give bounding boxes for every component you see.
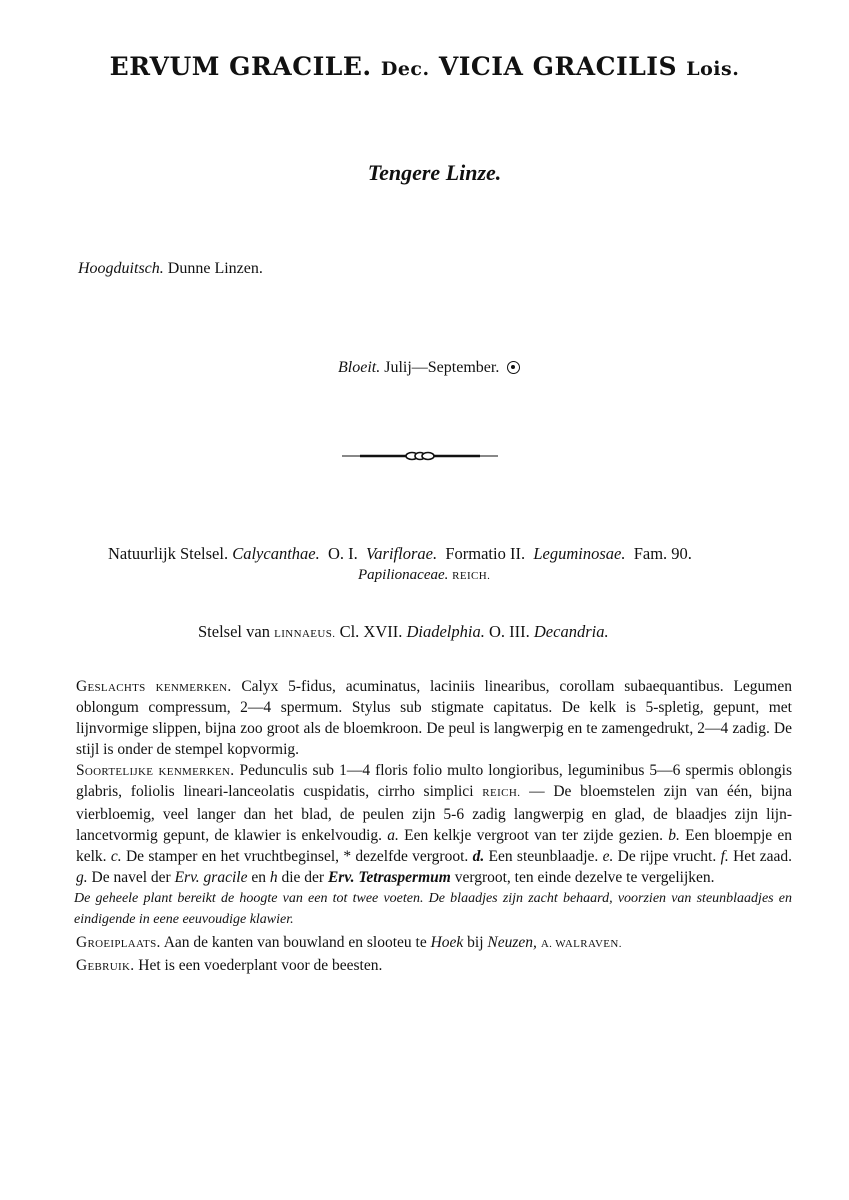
habitat-lead: Groeiplaats. [76, 934, 161, 951]
figure-h-text: die der [281, 869, 325, 886]
habitat-bij: bij [467, 934, 484, 951]
natural-subfamily: Papilionaceae. [358, 567, 449, 583]
natural-formatio-name: Leguminosae. [533, 544, 626, 563]
flowering-line [338, 359, 520, 377]
figure-d-text: Een steunblaadje. [488, 848, 599, 865]
natural-system-line-2 [358, 567, 490, 584]
species-lead: Soortelijke kenmerken. [76, 762, 235, 779]
figure-e-label: e. [602, 848, 614, 865]
figure-h-label: h [269, 869, 278, 886]
figure-a-label: a. [387, 827, 399, 844]
linnaeus-order-name: Decandria. [533, 622, 609, 641]
genus-lead: Geslachts kenmerken. [76, 678, 232, 695]
title-author-2: Lois. [686, 58, 740, 80]
note-text-2: voorzien van steunblaadjes en eindigende in eene eeuvoudige klawier. [74, 891, 793, 927]
habitat-place-1: Hoek [430, 934, 464, 951]
linnaeus-class: Cl. XVII. [339, 622, 403, 641]
natural-order: O. I. [327, 544, 358, 563]
figure-f-text: Het zaad. [733, 848, 793, 865]
erv-tetraspermum: Erv. Tetraspermum [327, 869, 451, 886]
figure-a-text: Een kelkje vergroot van ter zijde gezien. [404, 827, 663, 844]
common-name-line [78, 260, 263, 278]
linnaeus-label: Stelsel van [198, 622, 270, 641]
natural-author: REICH. [452, 570, 491, 582]
flowering-period: Julij—September. [384, 359, 500, 376]
flowering-label: Bloeit. [338, 359, 381, 376]
title-species-2: VICIA GRACILIS [438, 52, 678, 81]
habitat-place-2: Neuzen, [487, 934, 537, 951]
genus-text: Calyx 5-fidus, acuminatus, laciniis linearibus, corollam subaequantibus. Legumen oblongum compressum, 2—4 spermum. Stylus sub stigmate capitatus. De kelk is 5-spletig, gepunt, met lijnvormige slippen, bijna zoo groot als de bloemkroon. De peul is langwerpig en te zamengedrukt, 2—4 zadig. De stijl is onder de stempel kopvormig. [76, 678, 792, 758]
natural-formatio: Formatio II. [445, 544, 526, 563]
description-body [76, 676, 792, 976]
ornamental-divider [340, 449, 500, 463]
figure-d-label: d. [472, 848, 485, 865]
figure-g-label: g. [76, 869, 88, 886]
conj-en: en [251, 869, 266, 886]
note-paragraph [74, 888, 792, 930]
page-title [0, 52, 849, 81]
note-text-1: De geheele plant bereikt de hoogte van een tot twee voeten. De blaadjes zijn zacht behaard, [74, 891, 613, 906]
species-author: REICH. [482, 787, 521, 799]
natural-order-name: Variflorae. [366, 544, 438, 563]
usage-lead: Gebruik. [76, 957, 135, 974]
figure-b-label: b. [668, 827, 680, 844]
usage-paragraph [76, 955, 792, 976]
natural-family: Fam. 90. [633, 544, 692, 563]
habitat-text: Aan de kanten van bouwland en slooteu te [163, 934, 427, 951]
figure-b-text: Een bloempje en kelk. [76, 827, 793, 865]
linnaeus-system-line [198, 622, 609, 642]
linnaeus-class-name: Diadelphia. [406, 622, 485, 641]
figure-c-text: De stamper en het vruchtbeginsel, * dezelfde vergroot. [125, 848, 469, 865]
annual-symbol-icon [507, 361, 520, 374]
title-author-1: Dec. [380, 58, 430, 80]
title-species-1: ERVUM GRACILE. [109, 52, 372, 81]
species-tail: vergroot, ten einde dezelve te vergelijken. [454, 869, 715, 886]
figure-g-text: De navel der [91, 869, 171, 886]
natural-system-label: Natuurlijk Stelsel. [108, 544, 229, 563]
figure-e-text: De rijpe vrucht. [617, 848, 717, 865]
linnaeus-order: O. III. [488, 622, 530, 641]
linnaeus-name: LINNAEUS. [274, 628, 336, 640]
page-subtitle: Tengere Linze. [367, 160, 502, 185]
species-paragraph [76, 760, 792, 888]
figure-c-label: c. [110, 848, 122, 865]
usage-text: Het is een voederplant voor de beesten. [138, 957, 383, 974]
genus-paragraph [76, 676, 792, 760]
natural-class: Calycanthae. [232, 544, 320, 563]
figure-f-label: f. [720, 848, 729, 865]
natural-system-line [108, 544, 692, 564]
language-label: Hoogduitsch. [78, 260, 164, 277]
habitat-collector: A. WALRAVEN. [540, 938, 622, 950]
species-latin: Pedunculis sub 1—4 floris folio multo longioribus, leguminibus 5—6 spermis oblongis glabris, foliolis lineari-lanceolatis cuspidatis, cirrho simplici [76, 762, 792, 800]
habitat-paragraph [76, 932, 792, 955]
erv-gracile: Erv. gracile [174, 869, 248, 886]
species-dutch: — De bloemstelen zijn van één, bijna vierbloemig, veel langer dan het blad, de peulen zijn 5-6 zadig langwerpig en glad, de blaadjes zijn lijn-lancetvormig gepunt, de klawier is enkelvoudig. [76, 783, 792, 844]
common-name: Dunne Linzen. [167, 260, 263, 277]
